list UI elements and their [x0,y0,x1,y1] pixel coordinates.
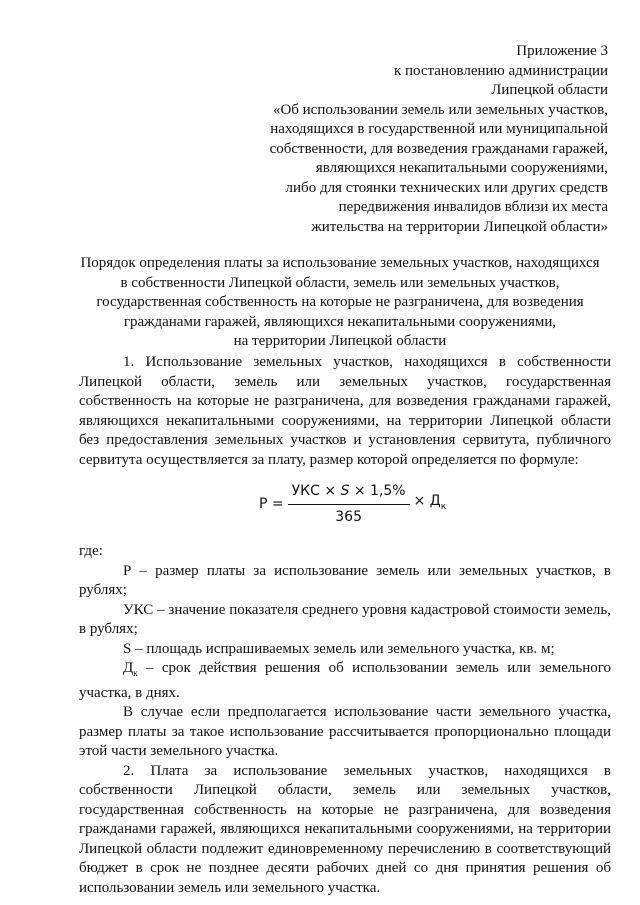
fee-formula [79,474,611,536]
definition-p: Р – размер платы за использование земель или земельных участков, в рублях; [79,562,611,598]
formula-fraction [288,482,410,527]
appendix-line: передвижения инвалидов вблизи их места [338,199,608,215]
formula-numerator: УКС × S × 1,5% [288,482,410,505]
appendix-line: «Об использовании земель или земельных участков, [272,101,608,118]
document-body [79,353,611,898]
title-line: в собственности Липецкой области, земель или земельных участков, [120,274,560,291]
appendix-header [250,42,608,237]
formula-denominator: 365 [335,508,362,525]
paragraph-part-plot: В случае если предполагается использование части земельного участка, размер платы за такое использование рассчитывается пропорционально площади этой части земельного участка. [79,704,611,759]
where-label: где: [79,543,103,559]
appendix-line: находящихся в государственной или муниципальной [270,121,608,137]
appendix-line: Приложение 3 [516,43,608,59]
formula-lhs: Р = [259,495,284,512]
definition-s: S – площадь испрашиваемых земель или земельного участка, кв. м; [123,640,555,657]
title-line: Порядок определения платы за использование земельных участков, находящихся [80,255,600,271]
appendix-line: Липецкой области [491,82,608,98]
formula-rhs: × $Д_к$ [413,492,447,512]
paragraph-1: 1. Использование земельных участков, находящихся в собственности Липецкой области, земель или земельных участков, государственная собственность на которые не разграничена, для возведения гражданами гаражей, являющихся некапитальными сооружениями, на территории Липецкой области без предоставления земельных участков и установления сервитута, публичного сервитута осуществляется за плату, размер которой определяется по формуле: [79,354,611,468]
appendix-line: являющихся некапитальными сооружениями, [315,160,608,176]
title-line: государственная собственность на которые не разграничена, для возведения [96,294,584,310]
document-title [66,254,614,352]
appendix-line: собственности, для возведения гражданами гаражей, [269,140,608,157]
appendix-line: либо для стоянки технических или других средств [285,179,608,196]
title-line: гражданами гаражей, являющихся некапитальными сооружениями, [123,313,557,330]
appendix-line: к постановлению администрации [393,62,608,79]
definition-d: $Д_к$ – срок действия решения об использовании земель или земельного участка, в днях. [79,660,611,701]
title-line: на территории Липецкой области [233,333,447,349]
appendix-line: жительства на территории Липецкой области» [311,218,608,235]
definition-uks: УКС – значение показателя среднего уровня кадастровой стоимости земель, в рублях; [79,601,611,637]
paragraph-2: 2. Плата за использование земельных участков, находящихся в собственности Липецкой области, земель или земельных участков, государственная собственность на которые не разграничена, для возведения гражданами гаражей, являющихся некапитальными сооружениями, на территории Липецкой области подлежит единовременному перечислению в соответствующий бюджет в срок не позднее десяти рабочих дней со дня принятия решения об использовании земель или земельного участка. [79,762,611,896]
